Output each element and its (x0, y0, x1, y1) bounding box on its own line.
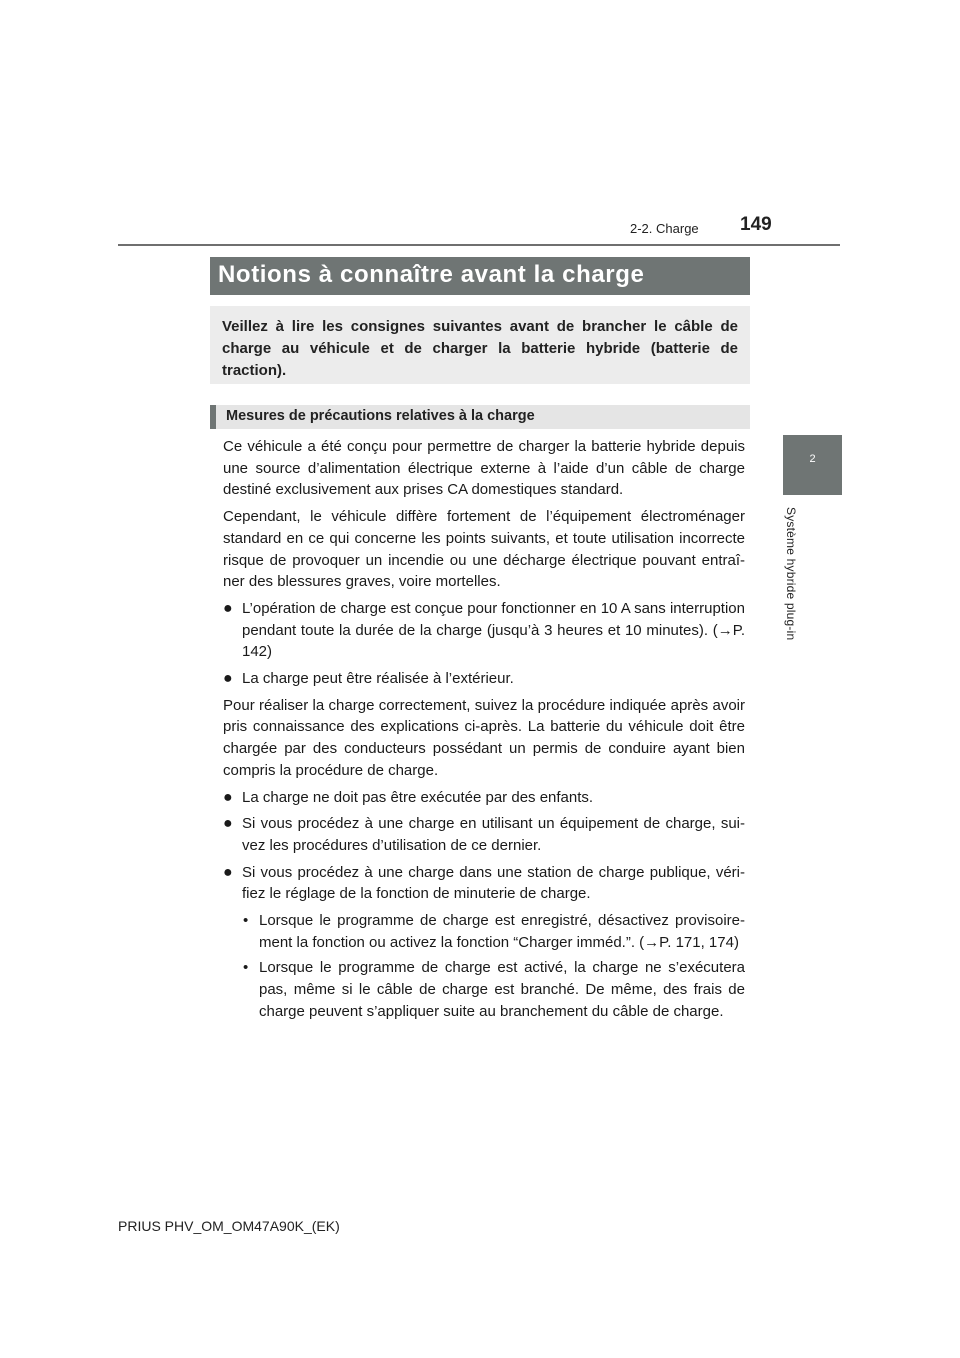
sub-bullet-item (223, 957, 745, 1022)
intro-box: Veillez à lire les consignes suivantes avant de brancher le câble de charge au véhicule et de charger la batterie hybride (batterie de traction). (210, 306, 750, 384)
bullet-icon: ● (223, 863, 233, 881)
bullet-item (223, 598, 745, 663)
sub-bullet-text: Lorsque le programme de charge est enregistré, désactivez provisoirement la fonction ou activez la fonction “Charger imméd.”. (→P. 171, 174) (259, 912, 745, 951)
bullet-text: Si vous procédez à une charge en utilisant un équipement de charge, suivez les procédures d’utilisation de ce dernier. (242, 815, 745, 854)
sub-bullet-icon: • (243, 912, 249, 930)
bullet-item (223, 787, 745, 809)
chapter-title: Système hybride plug-in (784, 507, 798, 641)
body-content (223, 436, 745, 1027)
sub-bullet-text: Lorsque le programme de charge est activé, la charge ne s’exécutera pas, même si le câble de charge est branché. De même, des frais de charge peuvent s’appliquer suite au branchement du câble de charge. (259, 959, 745, 1020)
sub-bullet-icon: • (243, 959, 249, 977)
paragraph-3: Pour réaliser la charge correctement, suivez la procédure indiquée après avoir pris connaissance des explications ci-après. La batterie du véhicule doit être chargée par des conducteurs possédant un permis de conduire ayant bien compris la procédure de charge. (223, 696, 745, 779)
subheading: Mesures de précautions relatives à la charge (210, 405, 750, 429)
page-number: 149 (740, 214, 772, 235)
bullet-icon: ● (223, 788, 233, 806)
bullet-item (223, 668, 745, 690)
bullet-item (223, 862, 745, 905)
sub-bullet-item (223, 910, 745, 953)
chapter-tab (783, 435, 842, 495)
bullet-text: L’opération de charge est conçue pour fonctionner en 10 A sans interruption pendant toute la durée de la charge (jusqu’à 3 heures et 10 minutes). (→P. 142) (242, 599, 745, 661)
header-section-title: 2-2. Charge (630, 221, 699, 236)
header-rule (118, 244, 840, 246)
bullet-text: La charge ne doit pas être exécutée par des enfants. (242, 788, 594, 806)
bullet-icon: ● (223, 815, 233, 833)
bullet-text: Si vous procédez à une charge dans une station de charge publique, vérifiez le réglage de la fonction de minuterie de charge. (242, 863, 745, 903)
bullet-item (223, 813, 745, 856)
bullet-text: La charge peut être réalisée à l’extérieur. (242, 670, 514, 688)
paragraph-2: Cependant, le véhicule diffère fortement de l’équipement électroménager standard en ce qui concerne les points suivants, et toute utilisation incorrecte risque de provoquer un incendie ou une décharge électrique pouvant entraîner des blessures graves, voire mortelles. (223, 508, 745, 591)
page-title: Notions à connaître avant la charge (210, 257, 750, 295)
bullet-icon: ● (223, 670, 233, 688)
chapter-number: 2 (809, 453, 816, 465)
footer-code: PRIUS PHV_OM_OM47A90K_(EK) (118, 1218, 340, 1234)
bullet-icon: ● (223, 599, 233, 617)
paragraph-1: Ce véhicule a été conçu pour permettre de charger la batterie hybride depuis une source d’alimentation électrique externe à l’aide d’un câble de charge destiné exclusivement aux prises CA domestiques standard. (223, 438, 745, 499)
chapter-side-label (770, 507, 810, 747)
